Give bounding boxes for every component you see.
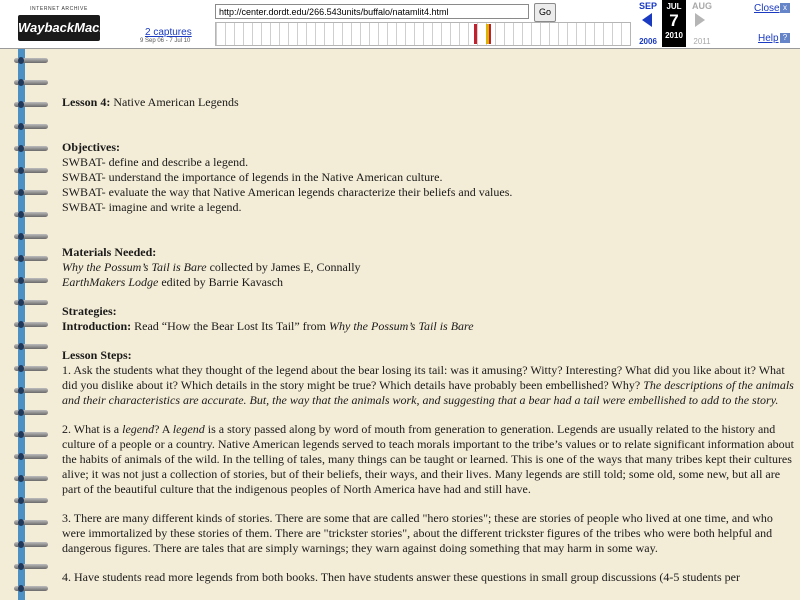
spiral-ring (8, 407, 48, 419)
capture-marker[interactable] (489, 24, 491, 44)
wayback-toolbar (0, 0, 800, 49)
wayback-logo-top: INTERNET ARCHIVE (30, 6, 88, 12)
current-year: 2010 (665, 31, 683, 40)
spiral-ring (8, 231, 48, 243)
material-item: EarthMakers Lodge edited by Barrie Kavasch (62, 275, 283, 289)
lesson-title-text: Native American Legends (110, 95, 239, 109)
objective-item: SWBAT- understand the importance of legends in the Native American culture. (62, 170, 443, 184)
lesson-step-4: 4. Have students read more legends from both books. Then have students answer these questions in small group discussions (4-5 students per (62, 570, 740, 584)
spiral-ring (8, 297, 48, 309)
lesson-steps-heading: Lesson Steps: (62, 348, 132, 362)
current-date-box (662, 0, 686, 47)
url-input[interactable]: http://center.dordt.edu/266.543units/buffalo/natamlit4.html (215, 4, 529, 19)
close-link[interactable]: Close (754, 3, 780, 14)
go-button[interactable]: Go (534, 3, 556, 22)
spiral-ring (8, 55, 48, 67)
lesson-step-3: 3. There are many different kinds of stories. There are some that are called "hero stories"; these are stories of people who lived at one time, and who were immortalized by these stories of them. There are "trickster stories", about the different trickster figures of the tribes who were both helpful and dangerous figures. There are tales that are simply warnings; they warn against doing something that may harm in some way. (62, 511, 773, 555)
strategies-heading: Strategies: (62, 304, 117, 318)
lesson-title (62, 95, 797, 110)
spiral-ring (8, 561, 48, 573)
spiral-ring (8, 363, 48, 375)
lesson-step-2: 2. What is a legend? A legend is a story passed along by word of mouth from generation to generation. Legends are usually related to the history and culture of a people or a country. Native American legends served to teach morals important to the tribe’s values or to relate significant information about the habits of animals of the wild. In the telling of tales, many things can be taught or learned. This is one of the ways that many tribes kept their cultures alive; it was not just a collection of stories, but of their beliefs, their ways, and their lives. Many legends are still told; some old, some new, but all are part of the beautiful culture that the indigenous peoples of North America have had and still have. (62, 422, 794, 496)
materials-heading: Materials Needed: (62, 245, 157, 259)
introduction-line: Introduction: Read “How the Bear Lost Its Tail” from Why the Possum’s Tail is Bare (62, 319, 474, 333)
spiral-ring (8, 473, 48, 485)
objective-item: SWBAT- evaluate the way that Native American legends characterize their beliefs and values. (62, 185, 513, 199)
spiral-ring (8, 143, 48, 155)
spiral-ring (8, 165, 48, 177)
introduction-label: Introduction: (62, 319, 132, 333)
capture-marker[interactable] (474, 24, 477, 44)
lesson-content (62, 95, 797, 585)
capture-timeline[interactable] (215, 22, 631, 46)
introduction-book: Why the Possum’s Tail is Bare (329, 319, 474, 333)
next-capture-arrow-icon (695, 13, 705, 27)
spiral-ring (8, 539, 48, 551)
spiral-ring (8, 99, 48, 111)
current-day: 7 (669, 11, 679, 30)
next-month-label: AUG (692, 1, 712, 11)
spiral-ring (8, 121, 48, 133)
help-link[interactable]: Help (758, 33, 779, 44)
spiral-ring (8, 275, 48, 287)
close-icon[interactable]: x (780, 3, 790, 13)
spiral-ring (8, 385, 48, 397)
lesson-title-label: Lesson 4: (62, 95, 111, 109)
spiral-ring (8, 451, 48, 463)
spiral-ring (8, 253, 48, 265)
lesson-step-1: 1. Ask the students what they thought of the legend about the bear losing its tail: was it amusing? Witty? Interesting? What did you like about it? What did you dislike about it? Which details in the story might be true? Which details have probably been embellished? Why? The descriptions of the animals and their characteristics are accurate. But, the way that the animals work, and suggesting that a bear had a tail were embellished to add to the story. (62, 363, 794, 407)
material-title: EarthMakers Lodge (62, 275, 159, 289)
captures-link[interactable]: 2 captures (145, 27, 192, 38)
objectives-heading: Objectives: (62, 140, 120, 154)
prev-month-link[interactable]: SEP (638, 1, 657, 11)
captures-range: 9 Sep 06 - 7 Jul 10 (140, 38, 191, 44)
spiral-ring (8, 341, 48, 353)
objective-item: SWBAT- imagine and write a legend. (62, 200, 242, 214)
spiral-ring (8, 209, 48, 221)
wayback-logo[interactable] (18, 4, 127, 44)
help-icon[interactable]: ? (780, 33, 790, 43)
material-title: Why the Possum’s Tail is Bare (62, 260, 207, 274)
next-year-label: 2011 (693, 37, 711, 46)
spiral-binding (0, 49, 58, 600)
material-item: Why the Possum’s Tail is Bare collected by James E, Connally (62, 260, 361, 274)
spiral-ring (8, 583, 48, 595)
spiral-ring (8, 187, 48, 199)
spiral-ring (8, 495, 48, 507)
spiral-ring (8, 319, 48, 331)
prev-capture-arrow-icon[interactable] (642, 13, 652, 27)
spiral-ring (8, 517, 48, 529)
prev-year-link[interactable]: 2006 (639, 37, 657, 46)
spiral-ring (8, 77, 48, 89)
current-month: JUL (666, 2, 682, 11)
spiral-ring (8, 429, 48, 441)
wayback-logo-main: WaybackMachine (18, 15, 100, 41)
objective-item: SWBAT- define and describe a legend. (62, 155, 249, 169)
